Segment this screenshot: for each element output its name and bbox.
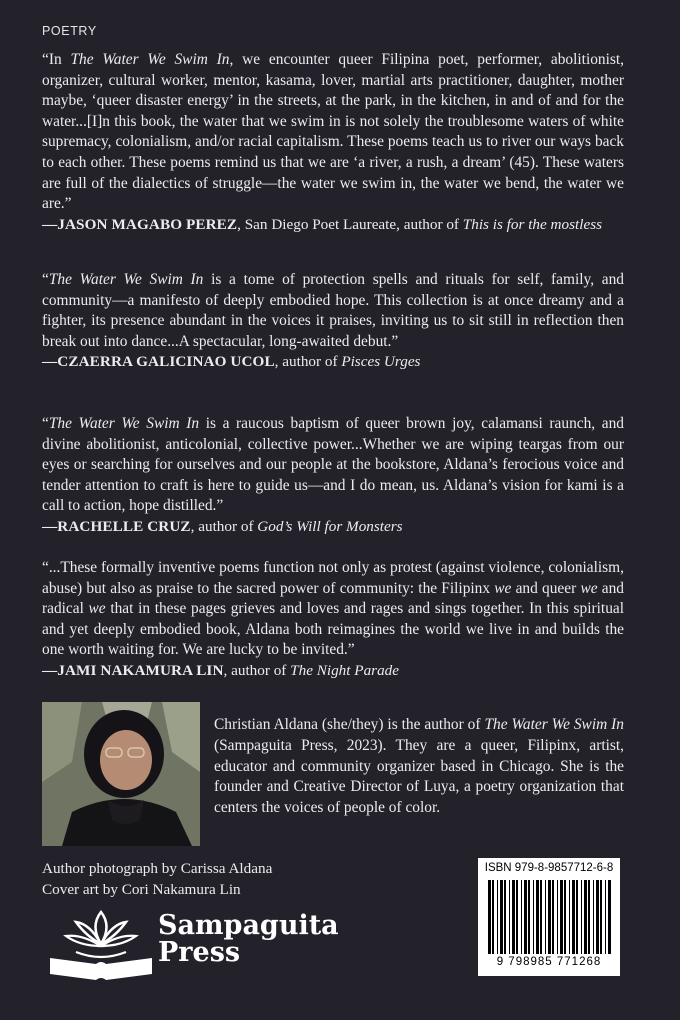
barcode-number: 9 798985 771268 (496, 956, 602, 968)
blurb-attribution: —JAMI NAKAMURA LIN, author of The Night Parade (42, 661, 399, 679)
blurb-attribution: —CZAERRA GALICINAO UCOL, author of Pisces Urges (42, 353, 421, 371)
credits (42, 858, 272, 900)
cover-credit: Cover art by Cori Nakamura Lin (42, 881, 241, 898)
blurb-text: “The Water We Swim In is a tome of protection spells and rituals for self, family, and community—a manifesto of deeply embodied hope. This collection is at once dreamy and a fighter, its presence abundant in the voices it praises, inviting us to sit still in reflection then break out into dance...A spectacular, long-awaited debut.” (42, 271, 624, 350)
bio-text: Christian Aldana (she/they) is the author of The Water We Swim In (Sampaguita Press, 2023). They are a queer, Filipinx, artist, educator and community organizer based in Chicago. She is the founder and Creative Director of Luya, a poetry organization that centers the voices of people of color. (214, 716, 624, 816)
isbn-barcode (478, 858, 620, 976)
blurb-cruz (42, 414, 624, 538)
blurb-ucol (42, 270, 624, 373)
author-photo (42, 702, 200, 846)
lotus-book-icon (46, 906, 156, 982)
blurb-text: “The Water We Swim In is a raucous baptism of queer brown joy, calamansi raunch, and divine abolitionist, anticolonial, collective power...Whether we are wiping teargas from our eyes or searching for ourselves and our people at the bookstore, Aldana’s ferocious voice and tender attention to craft is here to guide us—and I do mean, us. Aldana’s vision for kami is a call to action, hope distilled.” (42, 415, 624, 515)
isbn-label: ISBN 979-8-9857712-6-8 (484, 862, 614, 874)
publisher-logo (46, 906, 366, 986)
photo-credit: Author photograph by Carissa Aldana (42, 860, 273, 877)
blurb-text: “In The Water We Swim In, we encounter queer Filipina poet, performer, abolitionist, organizer, cultural worker, mentor, kasama, lover, martial arts practitioner, daughter, mother maybe, ‘queer disaster energy’ in the streets, at the park, in the kitchen, in and of and for the water...[I]n this book, the water that we swim in is not solely the troublesome waters of white supremacy, colonialism, and/or racial capitalism. These poems teach us to river our ways back to each other. These poems remind us that we are ‘a river, a rush, a dream’ (45). These waters are full of the dialectics of struggle—the water we swim in, the water we bend, the water we are.” (42, 51, 624, 213)
publisher-name-line2: Press (158, 937, 241, 968)
blurb-attribution: —JASON MAGABO PEREZ, San Diego Poet Laureate, author of This is for the mostless (42, 215, 603, 233)
blurb-text: “...These formally inventive poems function not only as protest (against violence, colonialism, abuse) but also as praise to the sacred power of community: the Filipinx we and queer we and radical we that in these pages grieves and loves and rages and sings together. In this spiritual and yet deeply embodied book, Aldana both reimagines the world we live in and builds the one worth waiting for. We are lucky to be invited.” (42, 559, 624, 659)
blurb-lin (42, 558, 624, 682)
publisher-name-line1: Sampaguita (158, 910, 339, 941)
category-label: POETRY (42, 24, 97, 38)
blurb-perez (42, 50, 624, 235)
author-bio (214, 700, 624, 834)
blurb-attribution: —RACHELLE CRUZ, author of God’s Will for Monsters (42, 517, 403, 535)
